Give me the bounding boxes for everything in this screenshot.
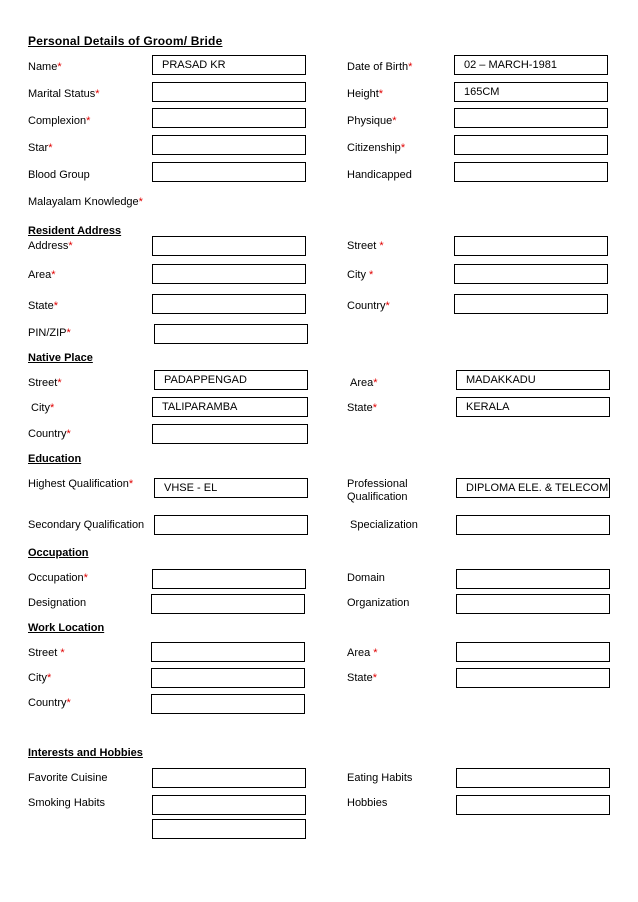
work-street-field[interactable] [151, 642, 305, 662]
domain-label: Domain [347, 572, 385, 584]
height-field[interactable]: 165CM [454, 82, 608, 102]
marital-status-field[interactable] [152, 82, 306, 102]
pin-zip-label: PIN/ZIP* [28, 327, 71, 339]
native-area-label: Area* [350, 377, 378, 389]
malayalam-knowledge-label: Malayalam Knowledge* [28, 196, 143, 208]
specialization-label: Specialization [350, 519, 418, 531]
hobbies-field[interactable] [456, 795, 610, 815]
star-field[interactable] [152, 135, 306, 155]
secondary-qualification-label: Secondary Qualification [28, 519, 145, 531]
resident-area-label: Area* [28, 269, 56, 281]
favorite-cuisine-label: Favorite Cuisine [28, 772, 108, 784]
native-state-label: State* [347, 402, 377, 414]
secondary-qualification-field[interactable] [154, 515, 308, 535]
physique-field[interactable] [454, 108, 608, 128]
work-state-field[interactable] [456, 668, 610, 688]
resident-city-field[interactable] [454, 264, 608, 284]
work-state-label: State* [347, 672, 377, 684]
marital-status-label: Marital Status* [28, 88, 100, 100]
organization-label: Organization [347, 597, 410, 609]
work-country-field[interactable] [151, 694, 305, 714]
name-label: Name* [28, 61, 62, 73]
native-country-field[interactable] [152, 424, 308, 444]
work-location-heading: Work Location [28, 622, 105, 634]
handicapped-label: Handicapped [347, 169, 412, 181]
work-area-field[interactable] [456, 642, 610, 662]
handicapped-field[interactable] [454, 162, 608, 182]
name-field[interactable]: PRASAD KR [152, 55, 306, 75]
resident-street-field[interactable] [454, 236, 608, 256]
physique-label: Physique* [347, 115, 397, 127]
native-street-field[interactable]: PADAPPENGAD [154, 370, 308, 390]
resident-area-field[interactable] [152, 264, 306, 284]
citizenship-field[interactable] [454, 135, 608, 155]
occupation-heading: Occupation [28, 547, 89, 559]
native-city-label: City* [31, 402, 55, 414]
citizenship-label: Citizenship* [347, 142, 406, 154]
resident-city-label: City * [347, 269, 374, 281]
specialization-field[interactable] [456, 515, 610, 535]
dob-field[interactable]: 02 – MARCH-1981 [454, 55, 608, 75]
occupation-label: Occupation* [28, 572, 88, 584]
designation-field[interactable] [151, 594, 305, 614]
complexion-field[interactable] [152, 108, 306, 128]
professional-qualification-field[interactable]: DIPLOMA ELE. & TELECOM [456, 478, 610, 498]
highest-qualification-label: Highest Qualification* [28, 478, 134, 490]
work-street-label: Street * [28, 647, 65, 659]
education-heading: Education [28, 453, 82, 465]
designation-label: Designation [28, 597, 87, 609]
blood-group-field[interactable] [152, 162, 306, 182]
resident-address-heading: Resident Address [28, 225, 122, 237]
complexion-label: Complexion* [28, 115, 91, 127]
hobbies-extra-field[interactable] [152, 819, 306, 839]
native-street-label: Street* [28, 377, 62, 389]
organization-field[interactable] [456, 594, 610, 614]
resident-country-label: Country* [347, 300, 390, 312]
page-title: Personal Details of Groom/ Bride [28, 34, 223, 48]
resident-state-label: State* [28, 300, 58, 312]
smoking-habits-field[interactable] [152, 795, 306, 815]
interests-hobbies-heading: Interests and Hobbies [28, 747, 143, 759]
height-label: Height* [347, 88, 384, 100]
address-field[interactable] [152, 236, 306, 256]
native-area-field[interactable]: MADAKKADU [456, 370, 610, 390]
smoking-habits-label: Smoking Habits [28, 797, 106, 809]
pin-zip-field[interactable] [154, 324, 308, 344]
native-place-heading: Native Place [28, 352, 93, 364]
favorite-cuisine-field[interactable] [152, 768, 306, 788]
eating-habits-label: Eating Habits [347, 772, 413, 784]
resident-street-label: Street * [347, 240, 384, 252]
professional-qualification-label: Professional Qualification [347, 478, 408, 503]
work-city-field[interactable] [151, 668, 305, 688]
resident-country-field[interactable] [454, 294, 608, 314]
hobbies-label: Hobbies [347, 797, 388, 809]
domain-field[interactable] [456, 569, 610, 589]
occupation-field[interactable] [152, 569, 306, 589]
work-city-label: City* [28, 672, 52, 684]
blood-group-label: Blood Group [28, 169, 90, 181]
native-city-field[interactable]: TALIPARAMBA [152, 397, 308, 417]
address-label: Address* [28, 240, 73, 252]
work-area-label: Area * [347, 647, 378, 659]
dob-label: Date of Birth* [347, 61, 413, 73]
work-country-label: Country* [28, 697, 71, 709]
eating-habits-field[interactable] [456, 768, 610, 788]
star-label: Star* [28, 142, 53, 154]
native-state-field[interactable]: KERALA [456, 397, 610, 417]
native-country-label: Country* [28, 428, 71, 440]
resident-state-field[interactable] [152, 294, 306, 314]
highest-qualification-field[interactable]: VHSE - EL [154, 478, 308, 498]
